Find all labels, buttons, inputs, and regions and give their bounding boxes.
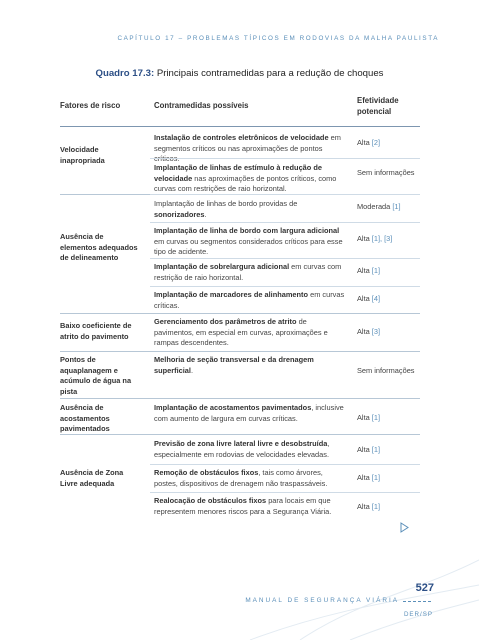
row-divider [150,158,420,159]
row-divider [60,351,420,352]
measure-cell: Implantação de sobrelargura adicional em curvas com restrição de raio horizontal. [154,262,342,282]
header-rule [60,126,420,127]
footer-manual: MANUAL DE SEGURANÇA VIÁRIA [245,597,399,604]
factor-cell: Ausência de elementos adequados de delineamento [60,232,138,263]
effectiveness-cell: Alta [1], [3] [357,234,393,243]
header-measure: Contramedidas possíveis [154,101,249,110]
effectiveness-cell: Alta [1] [357,266,381,275]
row-divider [60,398,420,399]
row-divider [150,194,420,195]
factor-cell: Baixo coeficiente de atrito do pavimento [60,321,132,341]
table-caption [0,68,479,79]
header-effectiveness: Efetividade potencial [357,96,399,116]
page-number: 527 [415,582,434,594]
effectiveness-cell: Alta [1] [357,502,381,511]
caption-number: Quadro 17.3: [95,68,155,79]
factor-cell: Pontos de aquaplanagem e acúmulo de água na pista [60,355,132,396]
measure-cell: Gerenciamento dos parâmetros de atrito de pavimentos, em especial em curvas, aproximações e rampas descendentes. [154,317,328,348]
footer-org: DER/SP [403,611,433,618]
factor-cell: Velocidade inapropriada [60,145,105,165]
header-factor: Fatores de risco [60,101,121,110]
row-divider [150,464,420,465]
measure-cell: Realocação de obstáculos fixos para locais em que representem menores riscos para a Segurança Viária. [154,496,332,516]
measure-cell: Remoção de obstáculos fixos, tais como árvores, postes, dispositivos de drenagem não traspassáveis. [154,468,328,488]
row-divider [150,222,420,223]
effectiveness-cell: Alta [3] [357,327,381,336]
measure-cell: Instalação de controles eletrônicos de velocidade em segmentos críticos ou nas aproximações de pontos críticos. [154,133,341,164]
measure-cell: Implantação de acostamentos pavimentados, inclusive com aumento de largura em curvas críticas. [154,403,344,423]
next-arrow-icon[interactable] [399,522,410,533]
measure-cell: Implantação de marcadores de alinhamento em curvas críticas. [154,290,345,310]
row-divider [60,313,420,314]
chapter-header: CAPÍTULO 17 – PROBLEMAS TÍPICOS EM RODOVIAS DA MALHA PAULISTA [117,35,439,42]
measure-cell: Implantação de linhas de estímulo à redução de velocidade nas aproximações de pontos críticos, como curvas com restrições de raio horizontal. [154,163,337,194]
table-header [60,95,420,119]
effectiveness-cell: Alta [1] [357,473,381,482]
factor-cell: Ausência de acostamentos pavimentados [60,403,110,434]
effectiveness-cell: Sem informações [357,366,415,375]
measure-cell: Previsão de zona livre lateral livre e desobstruída, especialmente em rodovias de velocidades elevadas. [154,439,330,459]
factor-cell: Ausência de Zona Livre adequada [60,468,124,488]
effectiveness-cell: Alta [4] [357,294,381,303]
effectiveness-cell: Alta [1] [357,413,381,422]
measure-cell: Melhoria de seção transversal e da drenagem superficial. [154,355,314,375]
measure-cell: Implantação de linhas de bordo providas de sonorizadores. [154,199,298,219]
row-divider [150,258,420,259]
caption-text: Principais contramedidas para a redução de choques [154,68,384,79]
row-divider [150,286,420,287]
effectiveness-cell: Sem informações [357,168,415,177]
footer-rule [403,601,431,602]
effectiveness-cell: Alta [1] [357,445,381,454]
row-divider [60,434,420,435]
row-divider [150,492,420,493]
effectiveness-cell: Alta [2] [357,138,381,147]
measure-cell: Implantação de linha de bordo com largura adicional em curvas ou segmentos considerados críticos para esse tipo de acidente. [154,226,343,257]
effectiveness-cell: Moderada [1] [357,202,401,211]
